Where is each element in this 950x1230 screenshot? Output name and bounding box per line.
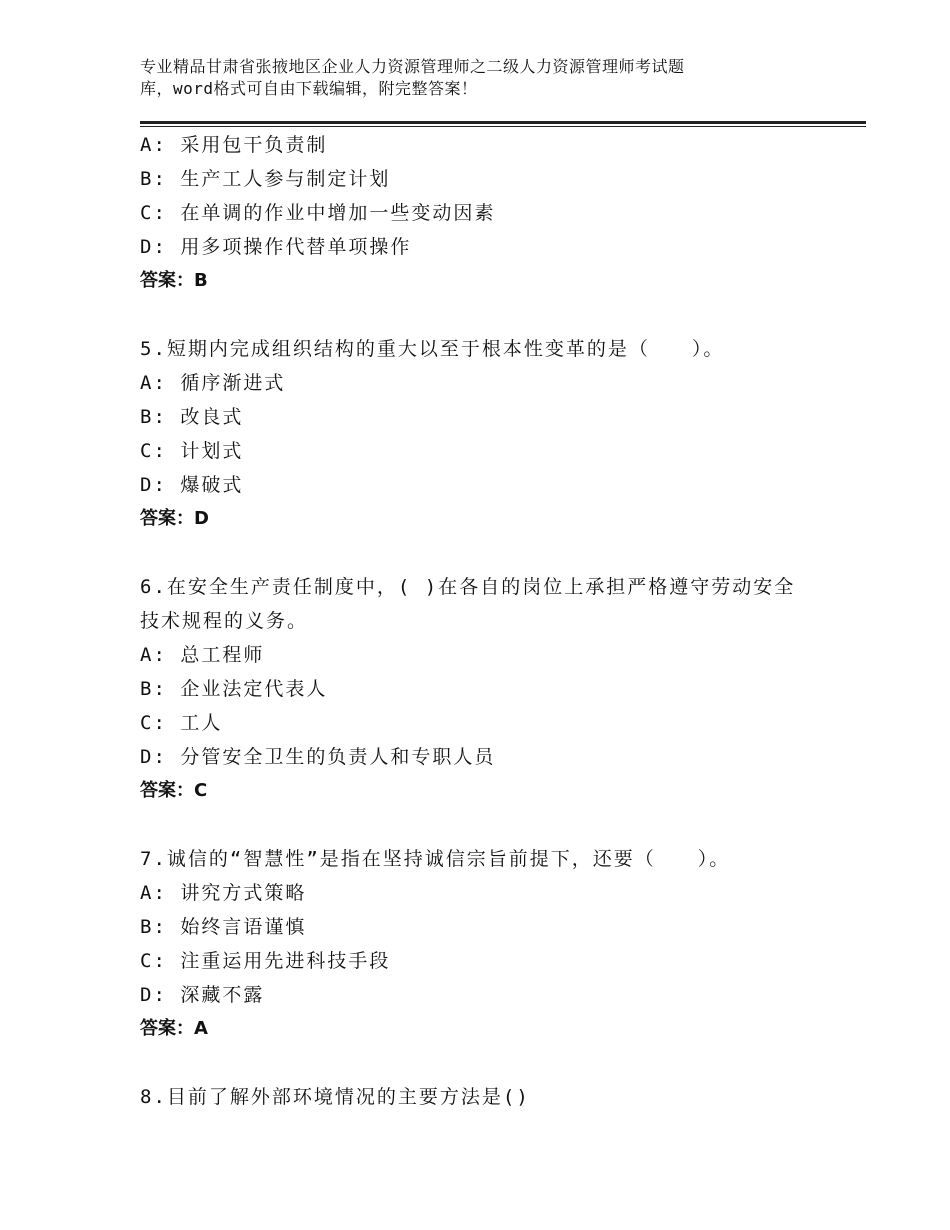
question-5 bbox=[140, 332, 840, 536]
header-divider-thin bbox=[140, 126, 866, 127]
header-divider-thick bbox=[140, 121, 866, 124]
option-b: B: 改良式 bbox=[140, 406, 244, 428]
header-title-line-1: 专业精品甘肃省张掖地区企业人力资源管理师之二级人力资源管理师考试题 bbox=[140, 57, 685, 76]
document-header bbox=[140, 56, 840, 100]
option-b: B: 始终言语谨慎 bbox=[140, 916, 307, 938]
option-c: C: 工人 bbox=[140, 712, 223, 734]
option-a: A: 讲究方式策略 bbox=[140, 882, 307, 904]
option-c: C: 计划式 bbox=[140, 440, 244, 462]
question-4 bbox=[140, 128, 840, 298]
option-a: A: 采用包干负责制 bbox=[140, 134, 328, 156]
question-text: 5.短期内完成组织结构的重大以至于根本性变革的是（ ）。 bbox=[140, 338, 725, 360]
answer-label: 答案：C bbox=[140, 780, 208, 801]
option-d: D: 爆破式 bbox=[140, 474, 244, 496]
option-b: B: 企业法定代表人 bbox=[140, 678, 328, 700]
answer-label: 答案：B bbox=[140, 270, 208, 291]
question-text: 7.诚信的“智慧性”是指在坚持诚信宗旨前提下，还要（ ）。 bbox=[140, 848, 731, 870]
header-title-line-2: 库，word格式可自由下载编辑，附完整答案！ bbox=[140, 79, 478, 98]
option-d: D: 深藏不露 bbox=[140, 984, 265, 1006]
option-c: C: 在单调的作业中增加一些变动因素 bbox=[140, 202, 496, 224]
option-c: C: 注重运用先进科技手段 bbox=[140, 950, 391, 972]
question-text-line-2: 技术规程的义务。 bbox=[140, 610, 309, 632]
question-8 bbox=[140, 1080, 840, 1114]
option-d: D: 分管安全卫生的负责人和专职人员 bbox=[140, 746, 496, 768]
question-6 bbox=[140, 570, 840, 808]
option-d: D: 用多项操作代替单项操作 bbox=[140, 236, 412, 258]
option-a: A: 循序渐进式 bbox=[140, 372, 286, 394]
question-text: 8.目前了解外部环境情况的主要方法是() bbox=[140, 1086, 530, 1108]
question-list bbox=[140, 128, 840, 1114]
answer-label: 答案：A bbox=[140, 1018, 208, 1039]
option-b: B: 生产工人参与制定计划 bbox=[140, 168, 391, 190]
question-text-line-1: 6.在安全生产责任制度中，( )在各自的岗位上承担严格遵守劳动安全 bbox=[140, 576, 796, 598]
answer-label: 答案：D bbox=[140, 508, 209, 529]
question-7 bbox=[140, 842, 840, 1046]
option-a: A: 总工程师 bbox=[140, 644, 265, 666]
